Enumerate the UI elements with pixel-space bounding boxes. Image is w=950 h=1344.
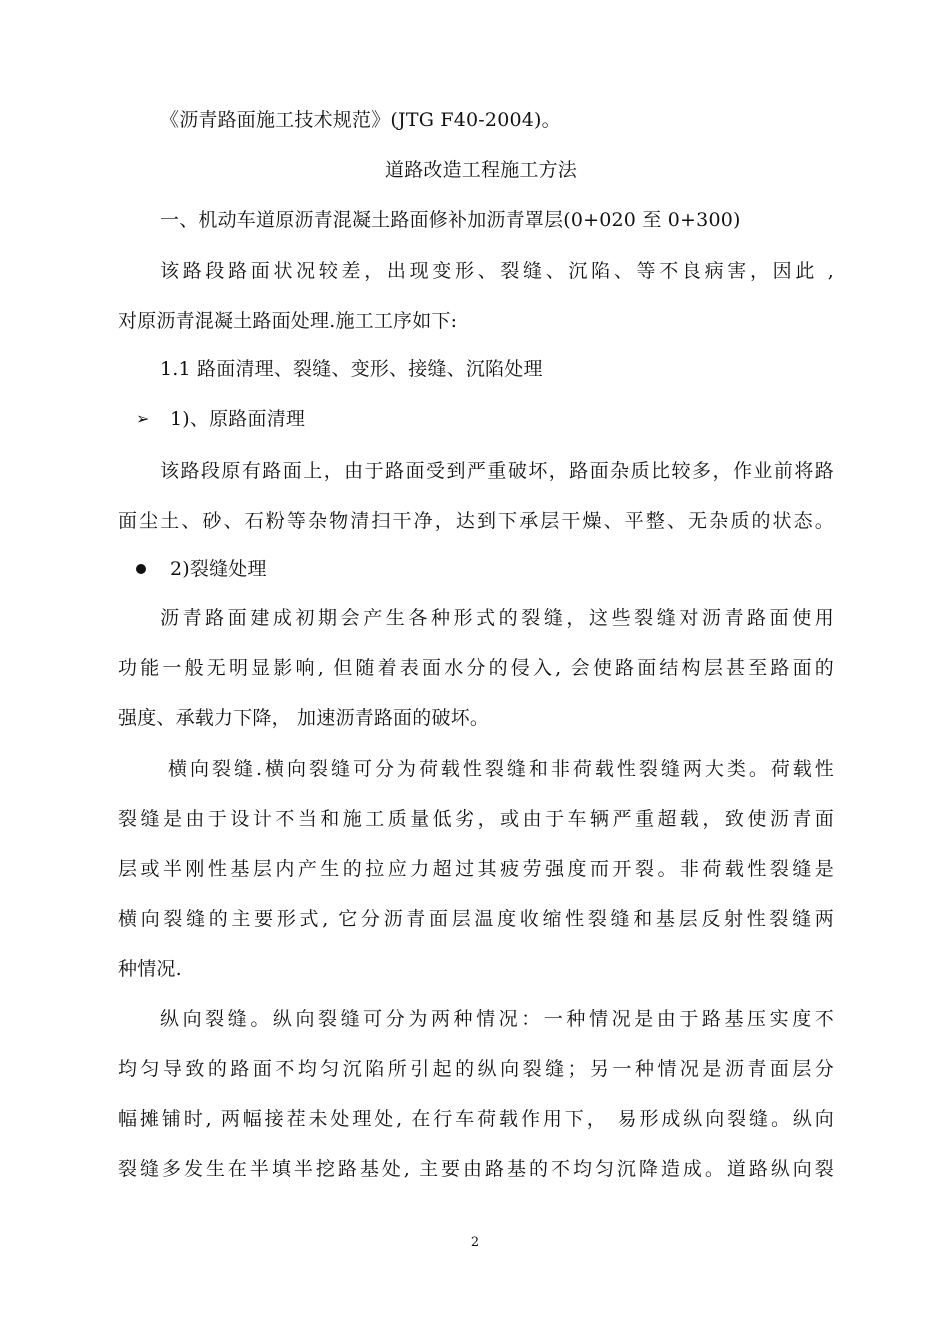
paragraph-line: 裂缝多发生在半填半挖路基处, 主要由路基的不均匀沉降造成。道路纵向裂 bbox=[118, 1158, 834, 1180]
subsection-heading-1-1: 1.1 路面清理、裂缝、变形、接缝、沉陷处理 bbox=[160, 358, 543, 380]
paragraph-line: 横向裂缝的主要形式, 它分沥青面层温度收缩性裂缝和基层反射性裂缝两 bbox=[118, 908, 834, 930]
paragraph-line: 该路段原有路面上，由于路面受到严重破坏，路面杂质比较多，作业前将路 bbox=[160, 460, 834, 482]
list-item-heading: 1)、原路面清理 bbox=[170, 408, 306, 430]
paragraph-line: 沥青路面建成初期会产生各种形式的裂缝，这些裂缝对沥青路面使用 bbox=[160, 607, 834, 629]
section-title: 道路改造工程施工方法 bbox=[385, 159, 578, 181]
paragraph-line: 对原沥青混凝土路面处理.施工工序如下: bbox=[118, 310, 458, 332]
list-item-heading: 2)裂缝处理 bbox=[170, 558, 267, 580]
paragraph-line: 功能一般无明显影响, 但随着表面水分的侵入, 会使路面结构层甚至路面的 bbox=[118, 657, 834, 679]
paragraph-line: 种情况. bbox=[118, 958, 182, 980]
paragraph-line: 面尘土、砂、石粉等杂物清扫干净，达到下承层干燥、平整、无杂质的状态。 bbox=[118, 510, 834, 532]
paragraph-line: 幅摊铺时, 两幅接茬未处理处, 在行车荷载作用下， 易形成纵向裂缝。纵向 bbox=[118, 1108, 834, 1130]
arrow-bullet-icon: ➢ bbox=[136, 409, 150, 428]
paragraph-line: 横向裂缝.横向裂缝可分为荷载性裂缝和非荷载性裂缝两大类。荷载性 bbox=[168, 758, 834, 780]
section-heading-1: 一、机动车道原沥青混凝土路面修补加沥青罩层(0+020 至 0+300) bbox=[160, 209, 741, 231]
paragraph-line: 强度、承载力下降， 加速沥青路面的破坏。 bbox=[118, 707, 490, 729]
reference-standard-line: 《沥青路面施工技术规范》(JTG F40-2004)。 bbox=[160, 109, 561, 131]
paragraph-line: 纵向裂缝。纵向裂缝可分为两种情况：一种情况是由于路基压实度不 bbox=[160, 1008, 834, 1030]
paragraph-line: 该路段路面状况较差，出现变形、裂缝、沉陷、等不良病害，因此 , bbox=[160, 260, 834, 282]
dot-bullet-icon bbox=[136, 564, 146, 574]
paragraph-line: 均匀导致的路面不均匀沉陷所引起的纵向裂缝；另一种情况是沥青面层分 bbox=[118, 1058, 834, 1080]
paragraph-line: 层或半刚性基层内产生的拉应力超过其疲劳强度而开裂。非荷载性裂缝是 bbox=[118, 858, 834, 880]
page-number: 2 bbox=[470, 1235, 480, 1250]
paragraph-line: 裂缝是由于设计不当和施工质量低劣，或由于车辆严重超载，致使沥青面 bbox=[118, 808, 834, 830]
